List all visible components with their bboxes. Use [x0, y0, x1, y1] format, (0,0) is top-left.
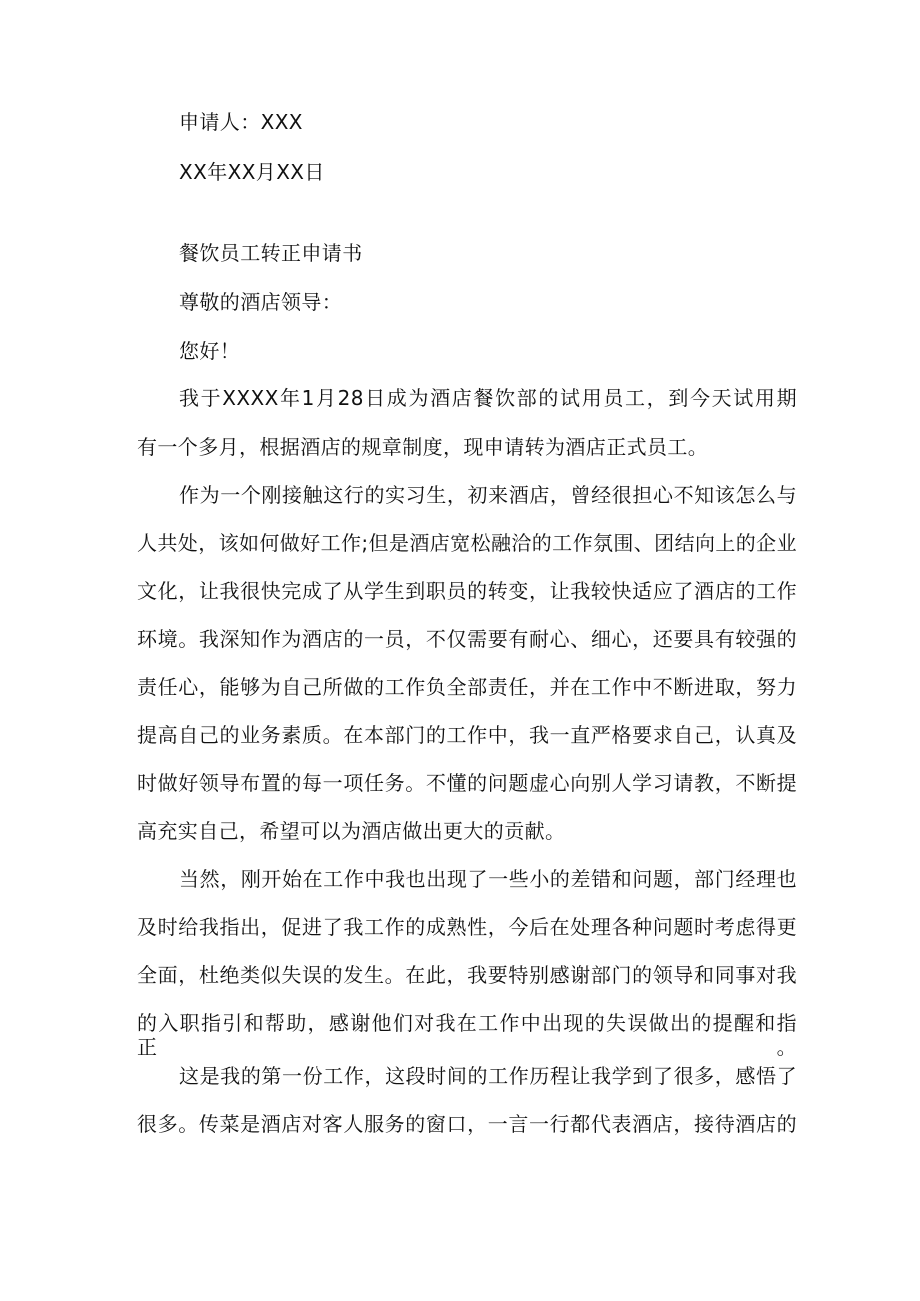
- date-line: XX年XX月XX日: [179, 160, 325, 184]
- body-line: 环境。我深知作为酒店的一员，不仅需要有耐心、细心，还要具有较强的: [137, 627, 797, 651]
- body-line: 责任心，能够为自己所做的工作负全部责任，并在工作中不断进取，努力: [137, 675, 797, 699]
- salutation: 尊敬的酒店领导：: [179, 290, 343, 314]
- body-line: 提高自己的业务素质。在本部门的工作中，我一直严格要求自己，认真及: [137, 723, 797, 747]
- body-line: 有一个多月，根据酒店的规章制度，现申请转为酒店正式员工。: [137, 435, 709, 459]
- applicant-line: 申请人：XXX: [179, 110, 303, 134]
- body-line: 时做好领导布置的每一项任务。不懂的问题虚心向别人学习请教，不断提: [137, 771, 797, 795]
- body-line: 及时给我指出，促进了我工作的成熟性，今后在处理各种问题时考虑得更: [137, 915, 797, 939]
- body-line: 当然，刚开始在工作中我也出现了一些小的差错和问题，部门经理也: [179, 867, 797, 891]
- document-title: 餐饮员工转正申请书: [179, 241, 363, 265]
- body-line: 高充实自己，希望可以为酒店做出更大的贡献。: [137, 819, 566, 843]
- body-line: 这是我的第一份工作，这段时间的工作历程让我学到了很多，感悟了: [179, 1064, 797, 1088]
- body-line: 全面，杜绝类似失误的发生。在此，我要特别感谢部门的领导和同事对我: [137, 963, 797, 987]
- body-line: 很多。传菜是酒店对客人服务的窗口，一言一行都代表酒店，接待酒店的: [137, 1112, 797, 1136]
- greeting: 您好！: [179, 339, 241, 363]
- body-line: 文化，让我很快完成了从学生到职员的转变，让我较快适应了酒店的工作: [137, 579, 797, 603]
- body-line: 我于XXXX年1月28日成为酒店餐饮部的试用员工，到今天试用期: [179, 386, 797, 410]
- body-line: 人共处，该如何做好工作;但是酒店宽松融洽的工作氛围、团结向上的企业: [137, 531, 797, 555]
- body-line: 的入职指引和帮助，感谢他们对我在工作中出现的失误做出的提醒和指正。: [137, 1011, 797, 1059]
- body-line: 作为一个刚接触这行的实习生，初来酒店，曾经很担心不知该怎么与: [179, 483, 797, 507]
